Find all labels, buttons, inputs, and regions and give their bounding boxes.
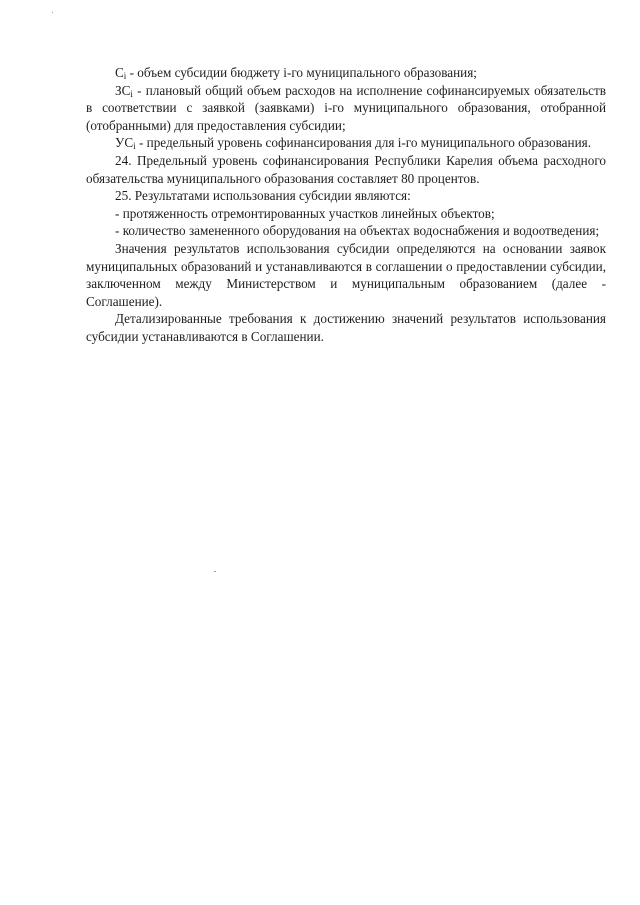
paragraph-text: - предельный уровень софинансирования для i-го муниципального образования.	[135, 135, 592, 151]
subscript-index: i	[133, 141, 136, 152]
paragraph-text: - плановый общий объем расходов на исполнение софинансируемых обязательств в соответствии с заявкой (заявками) i-го муниципального образования, отобранной (отобранными) для предоставления субсидии;	[86, 82, 606, 133]
paragraph-text: УС	[115, 135, 134, 151]
paragraph-zsi-definition	[86, 82, 606, 135]
paragraph-ci-definition	[86, 64, 606, 82]
paragraph-text: - объем субсидии бюджету i-го муниципального образования;	[126, 65, 477, 80]
paragraph-text: ЗС	[115, 82, 131, 98]
document-body	[86, 64, 606, 346]
list-item-equipment-count: - количество замененного оборудования на объектах водоснабжения и водоотведения;	[115, 223, 600, 239]
paragraph-results-values: Значения результатов использования субсидии определяются на основании заявок муниципальных образований и устанавливаются в соглашении о предоставлении субсидии, заключенном между Министерством и муниципальным образованием (далее - Соглашение).	[86, 240, 606, 309]
scan-speck	[52, 12, 53, 13]
list-item-pipeline-length: - протяженность отремонтированных участков линейных объектов;	[115, 205, 495, 221]
subscript-index: i	[130, 88, 133, 99]
paragraph-usi-definition	[86, 134, 606, 152]
paragraph-detailed-requirements: Детализированные требования к достижению значений результатов использования субсидии устанавливаются в Соглашении.	[86, 311, 606, 344]
paragraph-item-25: 25. Результатами использования субсидии являются:	[115, 188, 411, 204]
subscript-index: i	[123, 71, 127, 81]
paragraph-item-24: 24. Предельный уровень софинансирования Республики Карелия объема расходного обязательства муниципального образования составляет 80 процентов.	[86, 152, 606, 186]
scan-speck	[214, 571, 216, 572]
paragraph-text: C	[115, 65, 124, 80]
